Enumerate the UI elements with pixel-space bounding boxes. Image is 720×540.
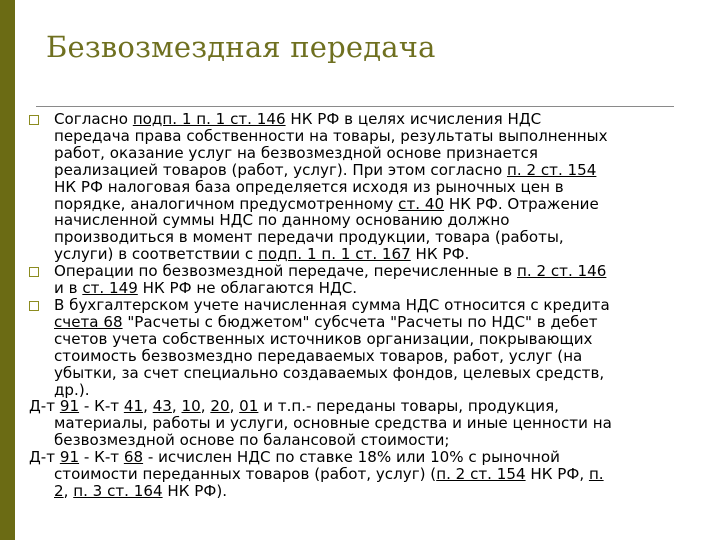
text-run: и в [54, 279, 83, 298]
text-run: др.). [54, 380, 90, 399]
text-line [54, 314, 717, 331]
text-run: , [171, 397, 182, 416]
text-line [54, 280, 717, 297]
text-line [29, 483, 717, 500]
text-line [54, 128, 717, 145]
text-line [54, 365, 717, 382]
text-run: НК РФ). [162, 481, 228, 500]
title-divider [36, 106, 674, 107]
text-line [54, 382, 717, 399]
text-run: производиться в момент передачи продукции, товара (работы, [54, 228, 564, 247]
text-line [54, 229, 717, 246]
text-run: НК РФ в целях исчисления НДС [285, 110, 542, 128]
text-line [54, 331, 717, 348]
text-line [54, 297, 717, 314]
text-run: счетов учета собственных источников организации, покрывающих [54, 329, 593, 348]
text-run: услуги) в соответствии с [54, 245, 258, 264]
law-reference-link[interactable]: ст. 40 [398, 194, 445, 213]
square-bullet-icon [29, 301, 39, 311]
law-reference-link[interactable]: подп. 1 п. 1 ст. 167 [257, 245, 411, 264]
law-reference-link[interactable]: 20 [210, 397, 230, 416]
text-run: передача права собственности на товары, результаты выполненных [54, 126, 608, 145]
text-run: Операции по безвозмездной передаче, перечисленные в [54, 262, 517, 281]
text-line [29, 466, 717, 483]
bullet-paragraph [29, 111, 717, 263]
text-run: , [143, 397, 153, 416]
text-run: НК РФ. [410, 245, 470, 264]
text-run: порядке, аналогичном предусмотренному [54, 194, 399, 213]
text-line [54, 263, 717, 280]
text-line [54, 162, 717, 179]
law-reference-link[interactable]: 91 [59, 397, 80, 416]
text-run: В бухгалтерском учете начисленная сумма НДС относится с кредита [54, 295, 610, 314]
law-reference-link[interactable]: 68 [123, 448, 144, 467]
text-line [54, 212, 717, 229]
text-line [54, 196, 717, 213]
square-bullet-icon [29, 115, 39, 125]
law-reference-link[interactable]: счета 68 [54, 312, 123, 331]
law-reference-link[interactable]: 2 [54, 481, 64, 500]
text-run: убытки, за счет специально создаваемых фондов, целевых средств, [54, 363, 605, 382]
text-line [54, 348, 717, 365]
slide-content [29, 111, 717, 500]
text-run: Д-т [29, 448, 60, 467]
text-line [54, 145, 717, 162]
law-reference-link[interactable]: п. 3 ст. 164 [73, 481, 163, 500]
slide-title: Безвозмездная передача [46, 30, 436, 64]
text-run: , [200, 397, 211, 416]
text-run: и т.п.- переданы товары, продукция, [258, 397, 559, 416]
text-line [54, 246, 717, 263]
law-reference-link[interactable]: п. 2 ст. 146 [517, 262, 607, 281]
text-run: Согласно [54, 110, 133, 128]
law-reference-link[interactable]: 10 [181, 397, 201, 416]
text-run: стоимость безвозмездно передаваемых товаров, работ, услуг (на [54, 346, 583, 365]
side-accent-bar [0, 0, 15, 540]
text-run: НК РФ. Отражение [444, 194, 599, 213]
law-reference-link[interactable]: п. [588, 465, 604, 484]
text-run: Д-т [29, 397, 60, 416]
law-reference-link[interactable]: п. 2 ст. 154 [436, 465, 526, 484]
law-reference-link[interactable]: 43 [152, 397, 172, 416]
text-run: , [229, 397, 240, 416]
text-run: работ, оказание услуг на безвозмездной основе признается [54, 143, 538, 162]
text-run: - К-т [79, 448, 124, 467]
text-run: безвозмездной основе по балансовой стоимости; [54, 431, 450, 450]
text-run: - исчислен НДС по ставке 18% или 10% с рыночной [143, 448, 560, 467]
text-line [29, 415, 717, 432]
text-line [29, 449, 717, 466]
law-reference-link[interactable]: ст. 149 [82, 279, 138, 298]
law-reference-link[interactable]: подп. 1 п. 1 ст. 146 [132, 110, 286, 128]
text-run: реализацией товаров (работ, услуг). При этом согласно [54, 160, 507, 179]
text-run: начисленной суммы НДС по данному основанию должно [54, 211, 510, 230]
text-line [54, 111, 717, 128]
law-reference-link[interactable]: п. 2 ст. 154 [506, 160, 597, 179]
text-line [54, 179, 717, 196]
text-run: материалы, работы и услуги, основные средства и иные ценности на [54, 414, 612, 433]
square-bullet-icon [29, 267, 39, 277]
text-run: , [63, 481, 74, 500]
law-reference-link[interactable]: 41 [123, 397, 144, 416]
bullet-paragraph [29, 263, 717, 297]
text-run: НК РФ налоговая база определяется исходя из рыночных цен в [54, 177, 564, 196]
accounting-entry [29, 449, 717, 500]
text-run: НК РФ не облагаются НДС. [137, 279, 358, 298]
law-reference-link[interactable]: 01 [239, 397, 259, 416]
text-run: стоимости переданных товаров (работ, услуг) ( [54, 465, 437, 484]
bullet-paragraph [29, 297, 717, 398]
text-line [29, 432, 717, 449]
text-run: "Расчеты с бюджетом" субсчета "Расчеты по НДС" в дебет [122, 312, 598, 331]
accounting-entry [29, 398, 717, 449]
law-reference-link[interactable]: 91 [59, 448, 80, 467]
text-run: - К-т [79, 397, 124, 416]
text-line [29, 398, 717, 415]
text-run: НК РФ, [525, 465, 589, 484]
